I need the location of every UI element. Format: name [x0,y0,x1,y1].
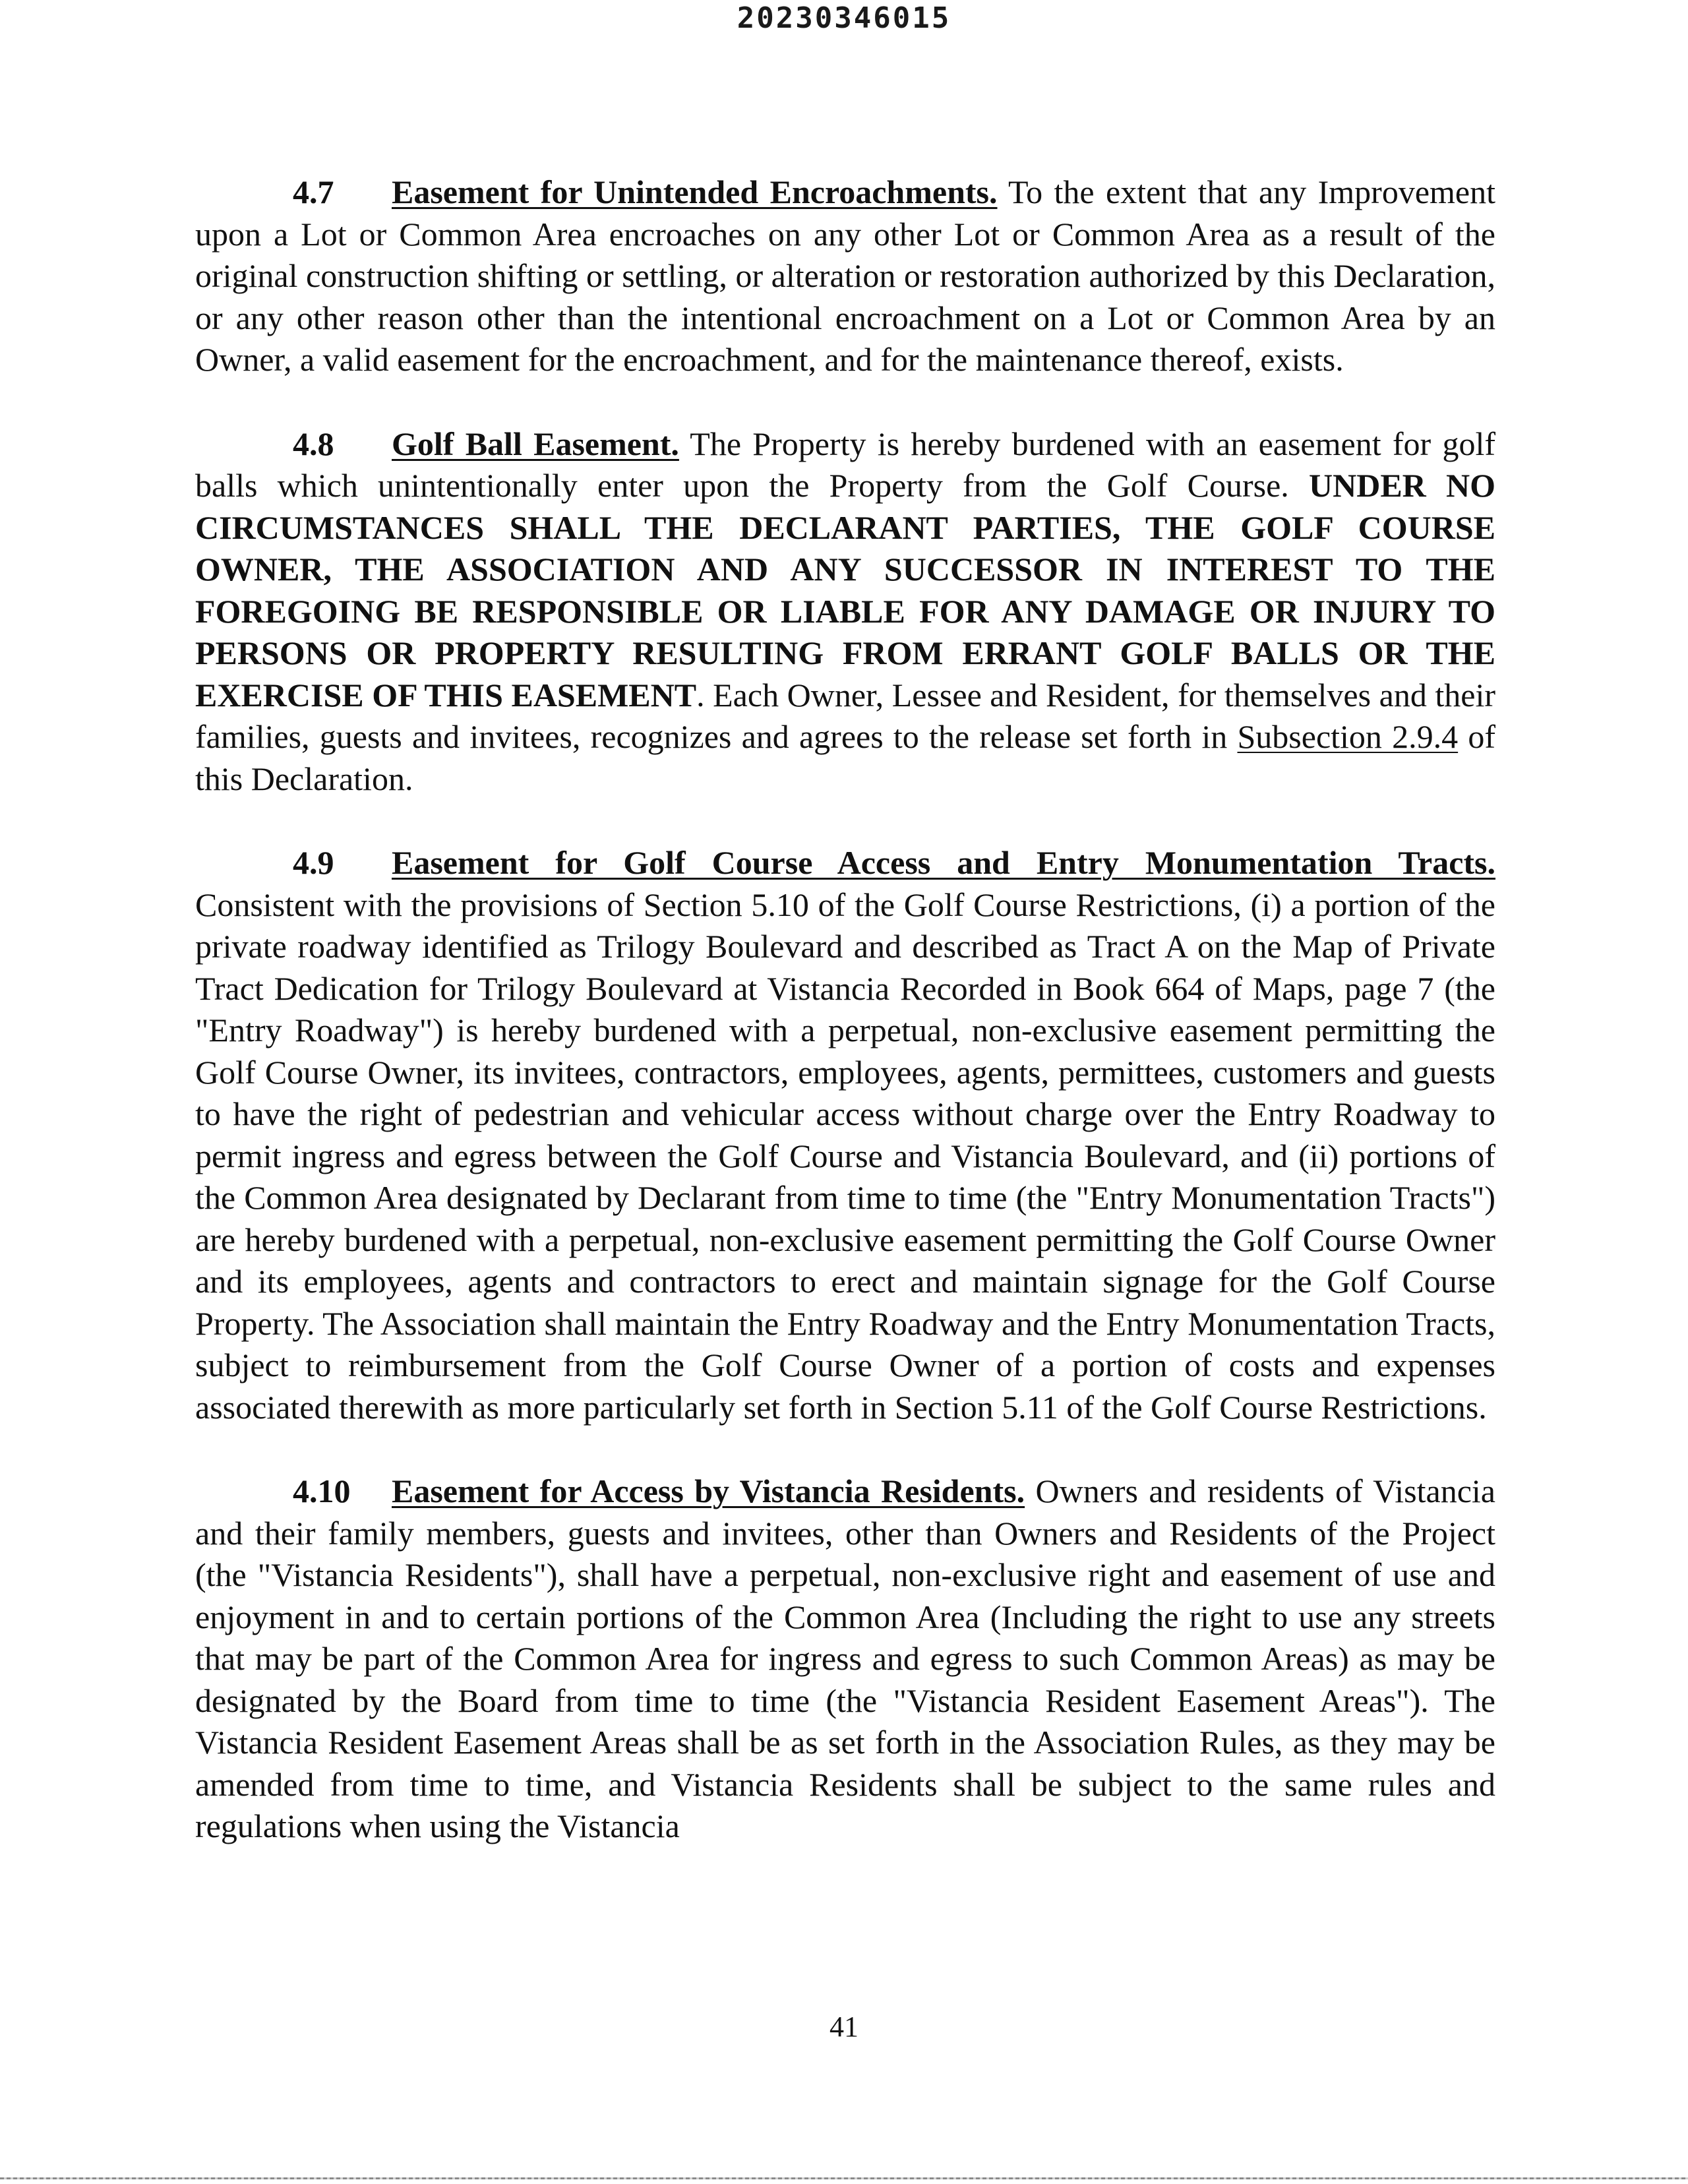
section-4-7 [195,171,1495,381]
section-body-end: of this Declaration. [195,718,1495,797]
section-4-9 [195,842,1495,1428]
section-4-10 [195,1471,1495,1848]
scan-edge-divider [0,2177,1688,2179]
section-number: 4.9 [293,844,334,881]
subsection-reference: Subsection 2.9.4 [1237,718,1459,755]
section-4-8 [195,423,1495,801]
section-title: Golf Ball Easement. [392,425,679,462]
section-number: 4.8 [293,425,334,462]
section-body: Consistent with the provisions of Section 5.10 of the Golf Course Restrictions, (i) a portion of the private roadway identified as Trilogy Boulevard and described as Tract A on the Map of Private Tract Dedication for Trilogy Boulevard at Vistancia Recorded in Book 664 of Maps, page 7 (the "Entry Roadway") is hereby burdened with a perpetual, non-exclusive easement permitting the Golf Course Owner, its invitees, contractors, employees, agents, permittees, customers and guests to have the right of pedestrian and vehicular access without charge over the Entry Roadway to permit ingress and egress between the Golf Course and Vistancia Boulevard, and (ii) portions of the Common Area designated by Declarant from time to time (the "Entry Monumentation Tracts") are hereby burdened with a perpetual, non-exclusive easement permitting the Golf Course Owner and its employees, agents and contractors to erect and maintain signage for the Golf Course Property. The Association shall maintain the Entry Roadway and the Entry Monumentation Tracts, subject to reimbursement from the Golf Course Owner of a portion of costs and expenses associated therewith as more particularly set forth in Section 5.11 of the Golf Course Restrictions. [195,886,1495,1426]
section-title: Easement for Access by Vistancia Residents. [392,1472,1025,1509]
section-number: 4.7 [293,173,334,210]
section-body-continued: . Each Owner, Lessee and Resident, for themselves and their families, guests and invitees, recognizes and agrees to the release set forth in [195,676,1496,755]
section-body: To the extent that any Improvement upon a Lot or Common Area encroaches on any other Lot or Common Area as a result of the original construction shifting or settling, or alteration or restoration authorized by this Declaration, or any other reason other than the intentional encroachment on a Lot or Common Area by an Owner, a valid easement for the encroachment, and for the maintenance thereof, exists. [195,173,1495,378]
section-body: Owners and residents of Vistancia and their family members, guests and invitees, other than Owners and Residents of the Project (the "Vistancia Residents"), shall have a perpetual, non-exclusive right and easement of use and enjoyment in and to certain portions of the Common Area (Including the right to use any streets that may be part of the Common Area for ingress and egress to such Common Areas) as may be designated by the Board from time to time (the "Vistancia Resident Easement Areas"). The Vistancia Resident Easement Areas shall be as set forth in the Association Rules, as they may be amended from time to time, and Vistancia Residents shall be subject to the same rules and regulations when using the Vistancia [195,1472,1495,1844]
section-title: Easement for Unintended Encroachments. [392,173,998,210]
section-title: Easement for Golf Course Access and Entry Monumentation Tracts. [392,844,1495,881]
liability-disclaimer: UNDER NO CIRCUMSTANCES SHALL THE DECLARANT PARTIES, THE GOLF COURSE OWNER, THE ASSOCIATION AND ANY SUCCESSOR IN INTEREST TO THE FOREGOING BE RESPONSIBLE OR LIABLE FOR ANY DAMAGE OR INJURY TO PERSONS OR PROPERTY RESULTING FROM ERRANT GOLF BALLS OR THE EXERCISE OF THIS EASEMENT [195,467,1495,713]
page-number: 41 [829,2011,859,2043]
section-body-intro: The Property is hereby burdened with an easement for golf balls which unintentionally enter upon the Property from the Golf Course. [195,425,1495,504]
document-number: 20230346015 [737,1,951,35]
section-number: 4.10 [293,1472,351,1509]
document-body [195,171,1495,1848]
